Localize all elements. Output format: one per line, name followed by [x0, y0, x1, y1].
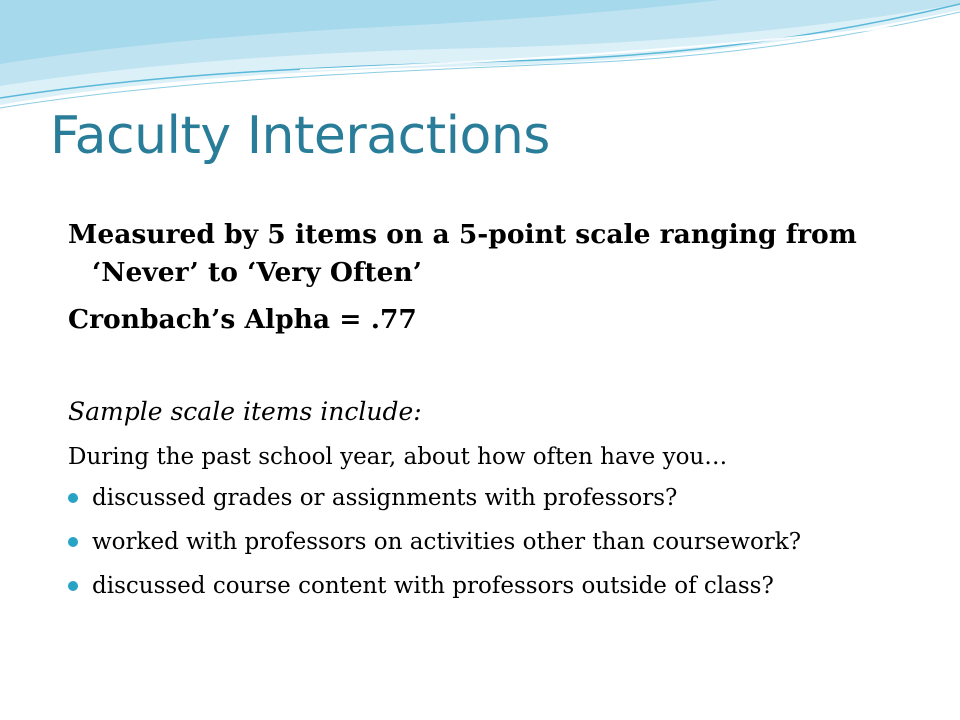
- sample-items-heading: Sample scale items include:: [68, 397, 422, 426]
- slide-body: [68, 216, 938, 613]
- list-item: [68, 525, 938, 559]
- list-item-text: discussed grades or assignments with professors?: [92, 485, 678, 511]
- slide-title: Faculty Interactions: [50, 106, 550, 166]
- list-item-text: discussed course content with professors outside of class?: [92, 573, 774, 599]
- list-item: [68, 569, 938, 603]
- list-item: [68, 481, 938, 515]
- bullet-icon: [68, 537, 78, 547]
- measurement-description: Measured by 5 items on a 5-point scale ranging from ‘Never’ to ‘Very Often’: [68, 219, 857, 288]
- bullet-icon: [68, 493, 78, 503]
- reliability-statement: Cronbach’s Alpha = .77: [68, 304, 417, 335]
- question-prompt: During the past school year, about how often have you…: [68, 444, 728, 470]
- sample-items-list: [68, 481, 938, 603]
- list-item-text: worked with professors on activities other than coursework?: [92, 529, 802, 555]
- bullet-icon: [68, 581, 78, 591]
